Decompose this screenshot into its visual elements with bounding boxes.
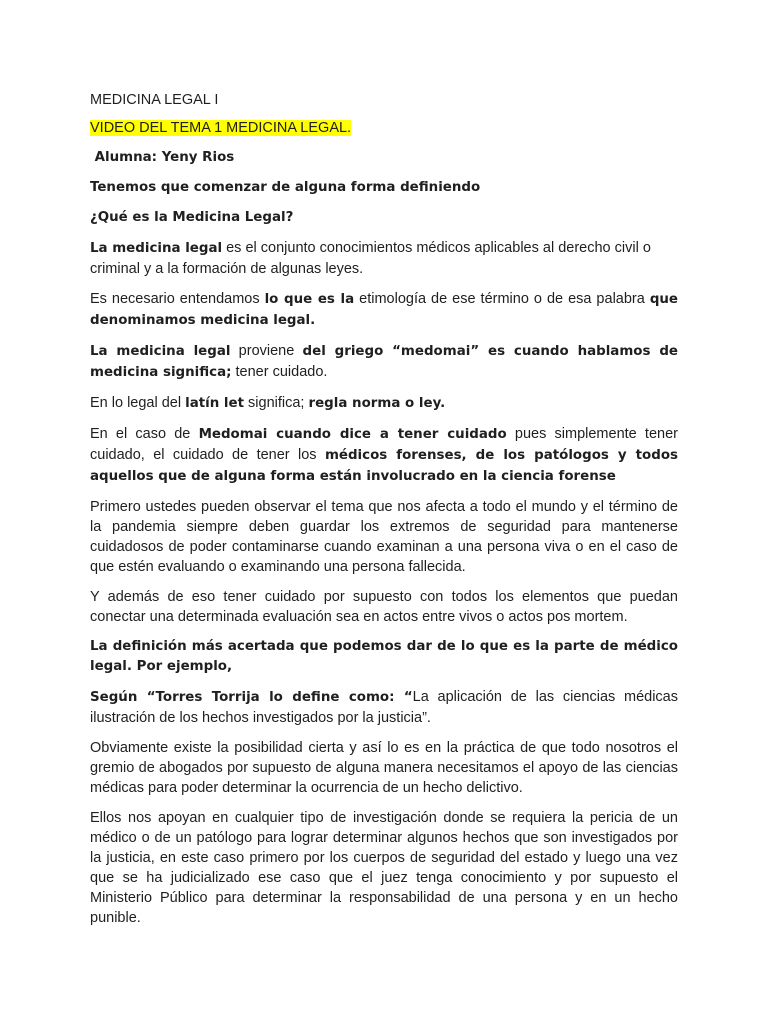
text-run: En lo legal del: [90, 395, 186, 411]
text-run: es el conjunto conocimientos médicos aplicables al derecho civil o criminal y a la formación de algunas leyes.: [90, 240, 651, 277]
bold-text-run: médicos forenses, de los patólogos y todos aquellos que de alguna forma están involucrado en la ciencia forense: [90, 448, 678, 484]
bold-text-run: del griego “medomai” es cuando hablamos de medicina significa;: [90, 344, 678, 380]
intro-line: Tenemos que comenzar de alguna forma definiendo: [90, 180, 481, 195]
bold-text-run: La medicina legal: [90, 241, 223, 256]
paragraph-best-definition: La definición más acertada que podemos dar de lo que es la parte de médico legal. Por ejemplo,: [90, 639, 678, 674]
paragraph-medomai: [90, 424, 678, 487]
bold-text-run: La medicina legal: [90, 344, 231, 359]
student-name-text: Alumna: Yeny Rios: [94, 150, 235, 165]
paragraph-latin-origin: [90, 393, 678, 414]
text-run: significa;: [244, 395, 309, 411]
paragraph-greek-origin: [90, 341, 678, 383]
bold-text-run: lo que es la: [264, 292, 355, 307]
paragraph-pandemic: Primero ustedes pueden observar el tema que nos afecta a todo el mundo y el término de la pandemia siempre deben guardar los extremos de seguridad para mantenerse cuidadosos de poder contaminarse cuando examinan a una persona viva o en el caso de que estén evaluando o examinando una persona fallecida.: [90, 499, 678, 575]
bold-text-run: latín let: [185, 396, 245, 411]
video-title-highlight: VIDEO DEL TEMA 1 MEDICINA LEGAL.: [90, 120, 352, 136]
paragraph-care: Y además de eso tener cuidado por supuesto con todos los elementos que puedan conectar una determinada evaluación sea en actos entre vivos o actos pos mortem.: [90, 589, 678, 625]
paragraph-lawyers: Obviamente existe la posibilidad cierta y así lo es en la práctica de que todo nosotros el gremio de abogados por supuesto de alguna manera necesitamos el apoyo de las ciencias médicas para poder determinar la ocurrencia de un hecho delictivo.: [90, 740, 678, 796]
bold-text-run: Medomai cuando dice a tener cuidado: [198, 427, 507, 442]
paragraph-definition: [90, 238, 678, 279]
document-body: [90, 90, 678, 938]
text-run: Es necesario entendamos: [90, 291, 265, 307]
bold-text-run: regla norma o ley.: [308, 396, 446, 411]
paragraph-etymology: [90, 289, 678, 331]
text-run: La aplicación de las ciencias médicas ilustración de los hechos investigados por la justicia”.: [90, 689, 678, 726]
text-run: etimología de ese término o de esa palabra: [354, 291, 650, 307]
section-question: ¿Qué es la Medicina Legal?: [90, 210, 294, 225]
text-run: pues simplemente tener cuidado, el cuidado de tener los: [90, 426, 678, 463]
text-run: En el caso de: [90, 426, 199, 442]
student-name: [90, 148, 678, 168]
text-run: tener cuidado.: [231, 364, 328, 380]
bold-text-run: que denominamos medicina legal.: [90, 292, 679, 328]
paragraph-investigation: Ellos nos apoyan en cualquier tipo de investigación donde se requiera la pericia de un médico o de un patólogo para lograr determinar algunos hechos que son investigados por la justicia, en este caso primero por los cuerpos de seguridad del estado y luego una vez que se ha judicializado ese caso que el juez tenga conocimiento y por supuesto el Ministerio Público para determinar la responsabilidad de una persona y en un hecho punible.: [90, 810, 678, 926]
paragraph-torres-torrija: [90, 687, 678, 728]
bold-text-run: Según “Torres Torrija lo define como: “: [90, 690, 413, 705]
course-title: MEDICINA LEGAL I: [90, 92, 219, 108]
text-run: proviene: [230, 343, 303, 359]
video-title: [90, 118, 678, 138]
